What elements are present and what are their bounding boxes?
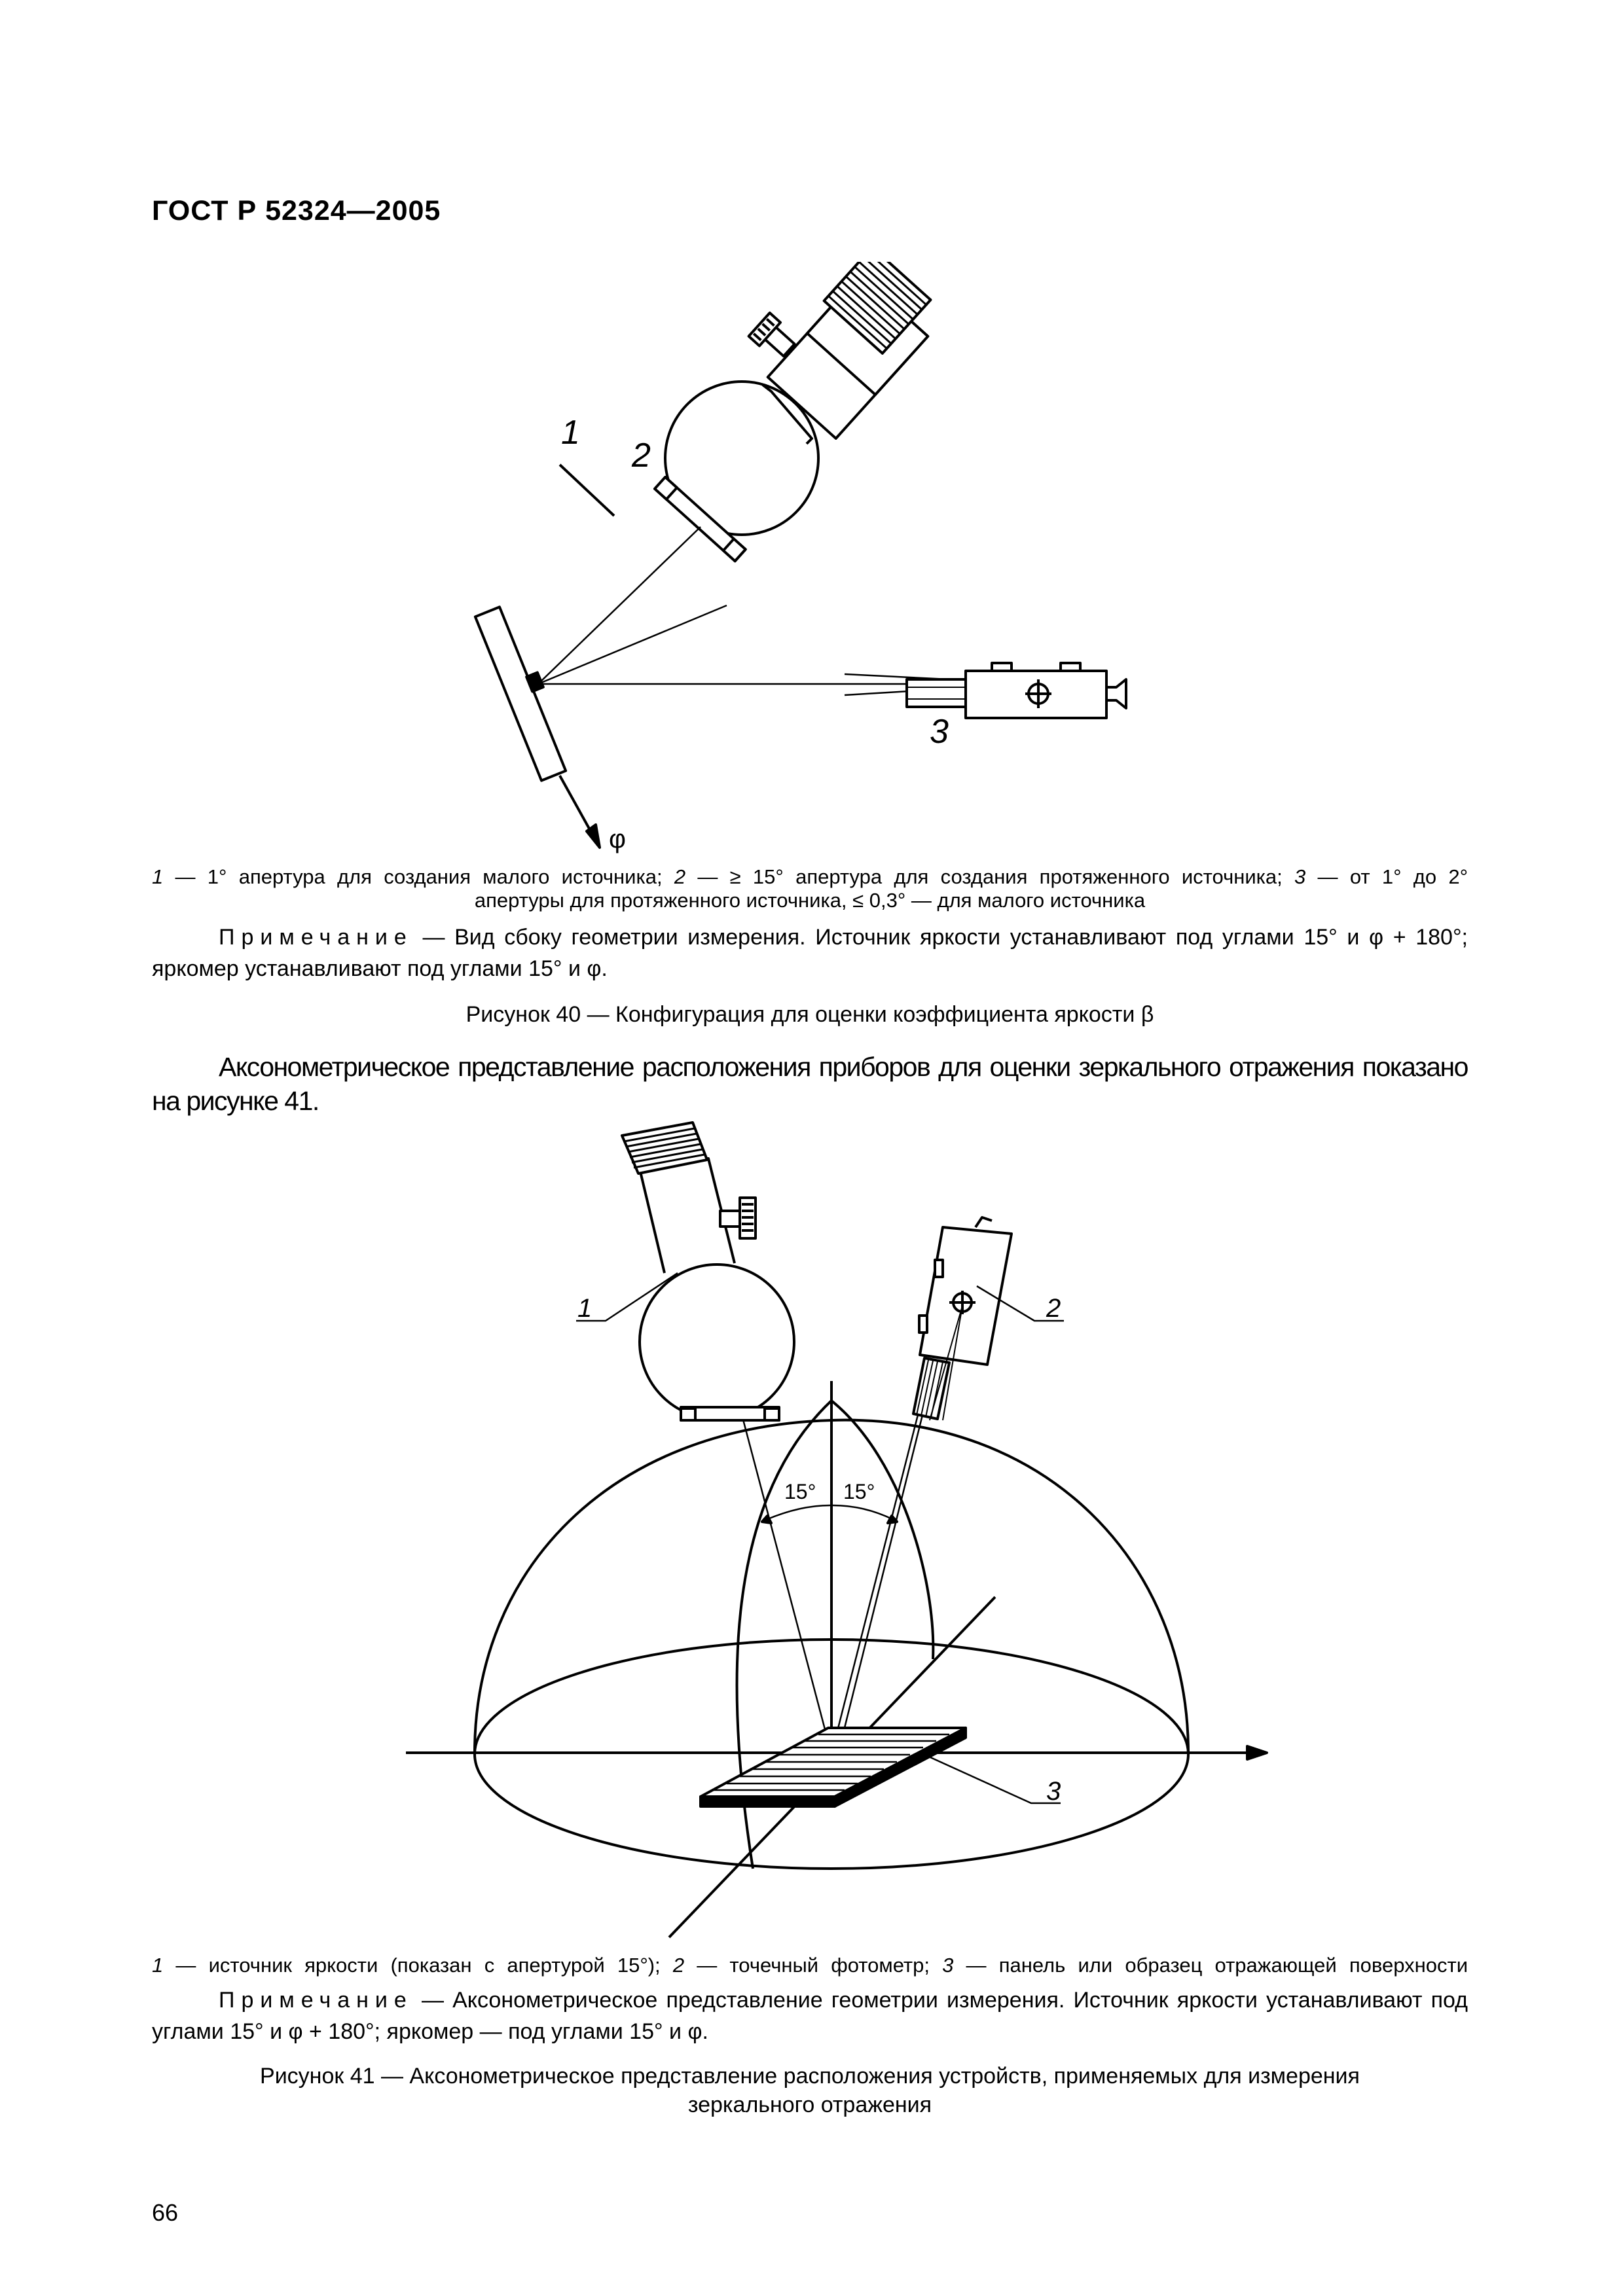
fig41-source-sphere	[640, 1265, 794, 1419]
fig40-phi-label: φ	[609, 825, 626, 853]
fig41-legend-num-3: 3	[942, 1954, 954, 1977]
fig40-label-2: 2	[632, 437, 651, 475]
fig40-photometer	[907, 663, 1126, 718]
fig41-label-3: 3	[1046, 1777, 1061, 1806]
fig40-legend-text-3: — от 1° до 2°	[1305, 865, 1468, 888]
fig40-legend-text-2: — ≥ 15° апертура для создания протяженного источника;	[685, 865, 1295, 888]
fig40-label-1: 1	[561, 414, 580, 452]
fig40-legend-num-3: 3	[1294, 865, 1306, 888]
fig41-x-axis-arrowhead	[1247, 1746, 1267, 1759]
fig41-legend-text-2: — точечный фотометр;	[684, 1954, 943, 1977]
fig41-source-knob	[720, 1198, 756, 1238]
fig41-note-text: — Аксонометрическое представление геометрии измерения. Источник яркости устанавливают под углами 15° и φ + 180°; яркомер — под углами 15° и φ.	[152, 1988, 1468, 2044]
fig40-aperture-plate	[655, 477, 746, 561]
fig41-source-head	[622, 1122, 707, 1174]
fig41-legend-num-1: 1	[152, 1954, 164, 1977]
fig40-legend	[152, 865, 1468, 912]
fig41-caption	[152, 2062, 1468, 2119]
fig41-legend-num-2: 2	[672, 1954, 685, 1977]
fig41-angle-right-label: 15°	[843, 1480, 875, 1503]
body-paragraph: Аксонометрическое представление расположения приборов для оценки зеркального отражения показано на рисунке 41.	[152, 1052, 1468, 1116]
fig41-leader-3	[923, 1754, 1061, 1803]
fig41-angle-arc-left	[766, 1505, 830, 1520]
fig41-angle-arc-right	[833, 1505, 894, 1520]
fig41-label-2: 2	[1046, 1294, 1061, 1323]
fig40-legend-line-2: апертуры для протяженного источника, ≤ 0,3° — для малого источника	[474, 889, 1146, 912]
fig40-note-text: — Вид сбоку геометрии измерения. Источник яркости устанавливают под углами 15° и φ + 180°; яркомер устанавливают под углами 15° и φ.	[152, 925, 1468, 981]
figure-40-diagram	[0, 262, 1623, 864]
fig41-legend-text-1: — источник яркости (показан с апертурой 15°);	[163, 1954, 673, 1977]
fig40-note-label: Примечание	[219, 925, 413, 950]
fig41-photometer	[913, 1217, 1012, 1420]
fig41-label-1: 1	[577, 1294, 593, 1323]
document-header: ГОСТ Р 52324—2005	[152, 195, 441, 226]
fig40-legend-num-2: 2	[674, 865, 686, 888]
fig41-legend	[152, 1954, 1468, 1977]
fig40-aperture-1-marker	[560, 465, 614, 516]
fig40-legend-text-1: — 1° апертура для создания малого источника;	[163, 865, 674, 888]
fig41-note-label: Примечание	[219, 1988, 413, 2013]
fig40-legend-num-1: 1	[152, 865, 164, 888]
fig40-sample-panel	[475, 607, 566, 780]
fig41-caption-line-2: зеркального отражения	[687, 2092, 932, 2117]
fig40-phi-axis	[560, 776, 593, 834]
fig41-note	[152, 1984, 1468, 2047]
page-number: 66	[152, 2199, 179, 2226]
fig40-note	[152, 922, 1468, 984]
fig40-caption: Рисунок 40 — Конфигурация для оценки коэффициента яркости β	[465, 1002, 1154, 1027]
figure-41-diagram	[0, 1113, 1623, 1950]
fig41-source-base	[681, 1407, 779, 1420]
fig41-angle-left-label: 15°	[784, 1480, 816, 1503]
fig41-caption-line-1: Рисунок 41 — Аксонометрическое представление расположения устройств, применяемых для измерения	[260, 2064, 1360, 2089]
fig40-label-3: 3	[930, 713, 949, 751]
fig41-legend-text-3: — панель или образец отражающей поверхности	[953, 1954, 1468, 1977]
